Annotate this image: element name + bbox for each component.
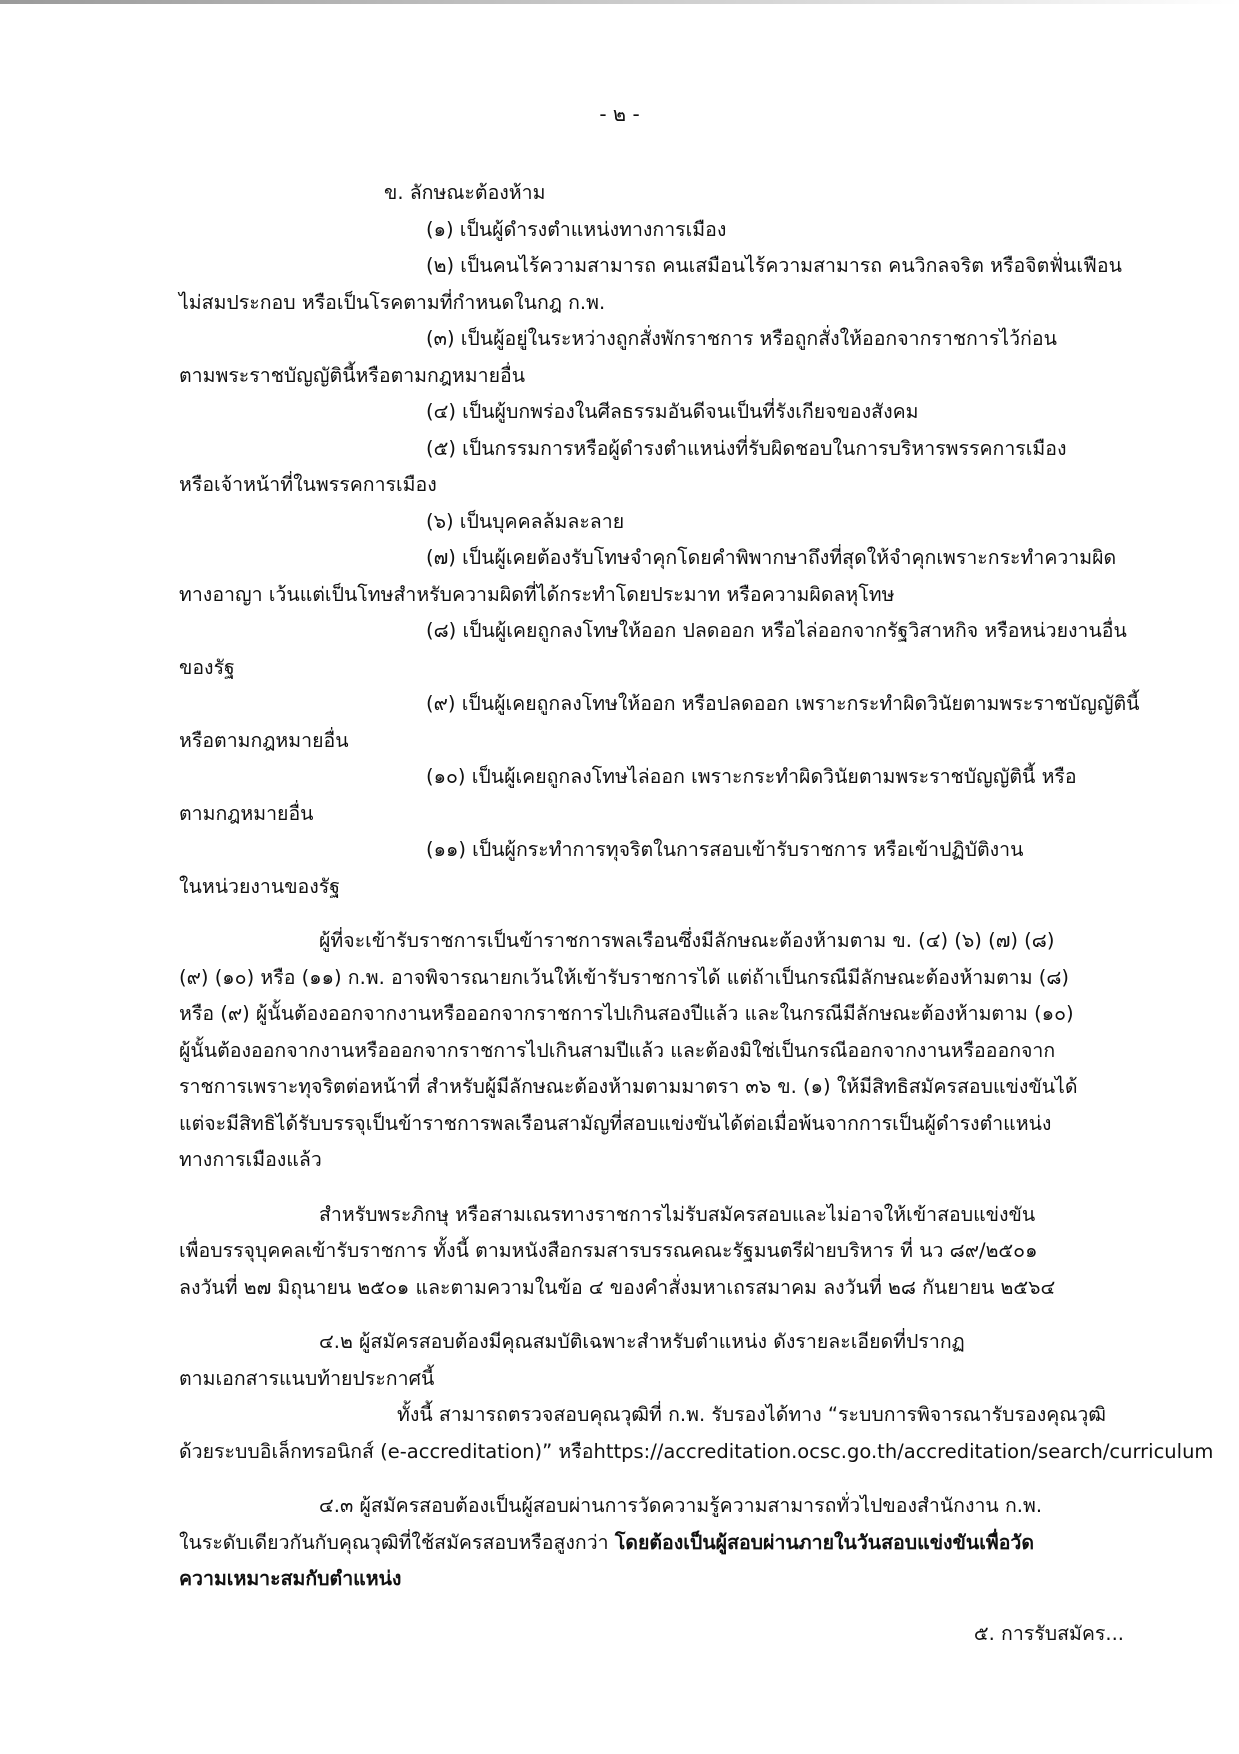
item-line: (๓) เป็นผู้อยู่ในระหว่างถูกสั่งพักราชการ หรือถูกสั่งให้ออกจากราชการไว้ก่อน <box>426 327 1057 350</box>
exception-paragraph-line: ทางการเมืองแล้ว <box>179 1148 322 1171</box>
prohibition-heading: ข. ลักษณะต้องห้าม <box>384 181 546 204</box>
exception-paragraph-line: (๙) (๑๐) หรือ (๑๑) ก.พ. อาจพิจารณายกเว้นให้เข้ารับราชการได้ แต่ถ้าเป็นกรณีมีลักษณะต้องห้ามตาม (๘) <box>179 965 1070 989</box>
exception-paragraph-line: ราชการเพราะทุจริตต่อหน้าที่ สำหรับผู้มีลักษณะต้องห้ามตามมาตรา ๓๖ ข. (๑) ให้มีสิทธิสมัครสอบแข่งขันได้ <box>179 1075 1078 1098</box>
section-4-3-line: ๔.๓ ผู้สมัครสอบต้องเป็นผู้สอบผ่านการวัดความรู้ความสามารถทั่วไปของสำนักงาน ก.พ. <box>319 1494 1043 1517</box>
item-continuation: ตามกฎหมายอื่น <box>179 801 314 825</box>
item-line: (๑๑) เป็นผู้กระทำการทุจริตในการสอบเข้ารับราชการ หรือเข้าปฏิบัติงาน <box>426 838 1024 861</box>
page-number: - ๒ - <box>599 102 640 126</box>
continuation-marker: ๕. การรับสมัคร... <box>973 1621 1124 1645</box>
item-continuation: ตามพระราชบัญญัตินี้หรือตามกฎหมายอื่น <box>179 363 526 387</box>
section-4-3-bold-line: ความเหมาะสมกับตำแหน่ง <box>179 1567 402 1590</box>
monk-paragraph-line: เพื่อบรรจุบุคคลเข้ารับราชการ ทั้งนี้ ตามหนังสือกรมสารบรรณคณะรัฐมนตรีฝ่ายบริหาร ที่ นว ๘๙/๒๕๐๑ <box>179 1239 1038 1262</box>
item-line: (๕) เป็นกรรมการหรือผู้ดำรงตำแหน่งที่รับผิดชอบในการบริหารพรรคการเมือง <box>426 436 1067 460</box>
section-4-3-bold-text: โดยต้องเป็นผู้สอบผ่านภายในวันสอบแข่งขันเพื่อวัด <box>614 1530 1035 1554</box>
section-4-3-normal-text: ในระดับเดียวกันกับคุณวุฒิที่ใช้สมัครสอบหรือสูงกว่า <box>179 1530 615 1554</box>
section-4-2-line: ตามเอกสารแนบท้ายประกาศนี้ <box>179 1366 435 1390</box>
item-continuation: ไม่สมประกอบ หรือเป็นโรคตามที่กำหนดในกฎ ก.พ. <box>179 290 606 314</box>
item-line: (๑) เป็นผู้ดำรงตำแหน่งทางการเมือง <box>426 217 727 241</box>
item-line: (๙) เป็นผู้เคยถูกลงโทษให้ออก หรือปลดออก เพราะกระทำผิดวินัยตามพระราชบัญญัตินี้ <box>426 692 1140 715</box>
item-line: (๒) เป็นคนไร้ความสามารถ คนเสมือนไร้ความสามารถ คนวิกลจริต หรือจิตฟั่นเฟือน <box>426 254 1122 277</box>
item-continuation: หรือเจ้าหน้าที่ในพรรคการเมือง <box>179 473 437 496</box>
monk-paragraph-line: สำหรับพระภิกษุ หรือสามเณรทางราชการไม่รับสมัครสอบและไม่อาจให้เข้าสอบแข่งขัน <box>319 1202 1036 1226</box>
item-continuation: หรือตามกฎหมายอื่น <box>179 728 349 752</box>
item-line: (๗) เป็นผู้เคยต้องรับโทษจำคุกโดยคำพิพากษาถึงที่สุดให้จำคุกเพราะกระทำความผิด <box>426 546 1117 569</box>
item-line: (๔) เป็นผู้บกพร่องในศีลธรรมอันดีจนเป็นที่รังเกียจของสังคม <box>426 400 919 423</box>
monk-paragraph-line: ลงวันที่ ๒๗ มิถุนายน ๒๕๐๑ และตามความในข้อ ๔ ของคำสั่งมหาเถรสมาคม ลงวันที่ ๒๘ กันยายน ๒๕๖๔ <box>179 1275 1056 1299</box>
exception-paragraph-line: หรือ (๙) ผู้นั้นต้องออกจากงานหรือออกจากราชการไปเกินสองปีแล้ว และในกรณีมีลักษณะต้องห้ามตาม (๑๐) <box>179 1002 1074 1025</box>
document-body <box>179 175 1214 1652</box>
scan-edge <box>0 0 1239 4</box>
item-line: (๖) เป็นบุคคลล้มละลาย <box>426 509 625 533</box>
item-continuation: ในหน่วยงานของรัฐ <box>179 874 341 898</box>
item-continuation: ทางอาญา เว้นแต่เป็นโทษสำหรับความผิดที่ได้กระทำโดยประมาท หรือความผิดลหุโทษ <box>179 582 895 606</box>
exception-paragraph-line: ผู้นั้นต้องออกจากงานหรือออกจากราชการไปเกินสามปีแล้ว และต้องมิใช่เป็นกรณีออกจากงานหรือออกจาก <box>179 1038 1056 1062</box>
section-4-3-line <box>179 1525 1124 1562</box>
exception-paragraph-line: แต่จะมีสิทธิได้รับบรรจุเป็นข้าราชการพลเรือนสามัญที่สอบแข่งขันได้ต่อเมื่อพ้นจากการเป็นผู้ดำรงตำแหน่ง <box>179 1111 1052 1135</box>
item-line: (๑๐) เป็นผู้เคยถูกลงโทษไล่ออก เพราะกระทำผิดวินัยตามพระราชบัญญัตินี้ หรือ <box>426 765 1077 788</box>
section-4-2-line: ๔.๒ ผู้สมัครสอบต้องมีคุณสมบัติเฉพาะสำหรับตำแหน่ง ดังรายละเอียดที่ปรากฏ <box>319 1330 965 1353</box>
accreditation-line: ด้วยระบบอิเล็กทรอนิกส์ (e-accreditation)” หรือhttps://accreditation.ocsc.go.th/accreditation/search/curriculum <box>179 1439 1214 1463</box>
exception-paragraph-line: ผู้ที่จะเข้ารับราชการเป็นข้าราชการพลเรือนซึ่งมีลักษณะต้องห้ามตาม ข. (๔) (๖) (๗) (๘) <box>319 929 1055 952</box>
item-continuation: ของรัฐ <box>179 655 235 679</box>
accreditation-line: ทั้งนี้ สามารถตรวจสอบคุณวุฒิที่ ก.พ. รับรองได้ทาง “ระบบการพิจารณารับรองคุณวุฒิ <box>397 1403 1106 1426</box>
item-line: (๘) เป็นผู้เคยถูกลงโทษให้ออก ปลดออก หรือไล่ออกจากรัฐวิสาหกิจ หรือหน่วยงานอื่น <box>426 619 1127 642</box>
